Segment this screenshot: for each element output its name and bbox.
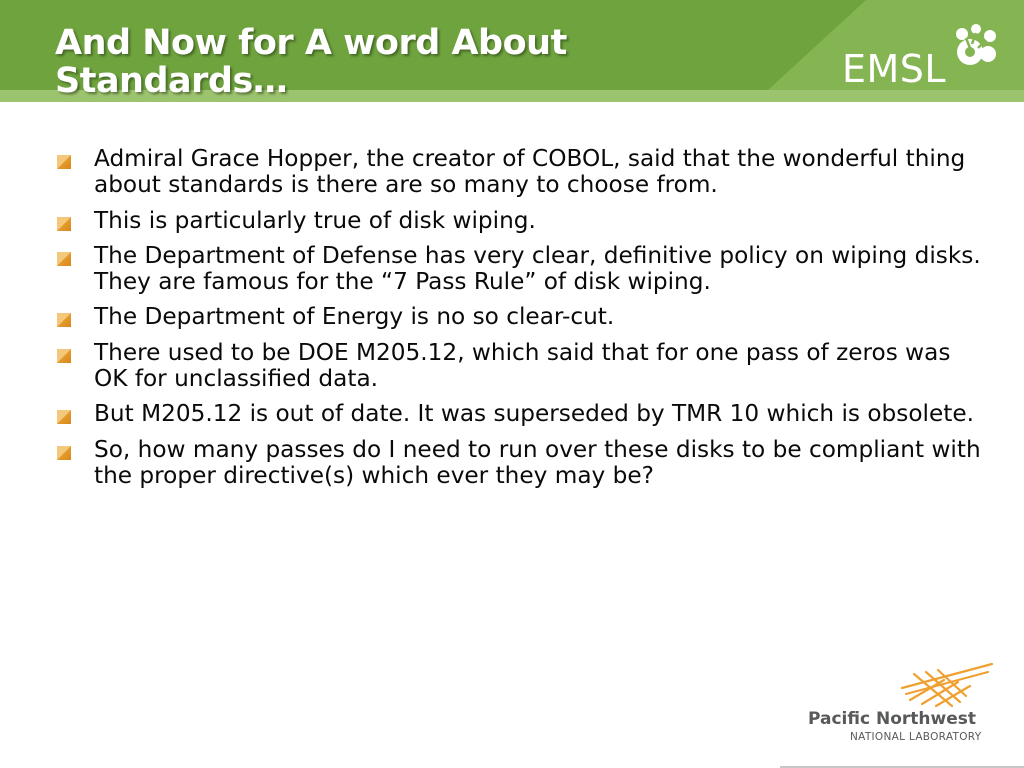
bullet-text: This is particularly true of disk wiping. — [94, 206, 536, 234]
bullet-square-icon — [57, 349, 71, 363]
bullet-text: So, how many passes do I need to run over these disks to be compliant with the proper directive(s) which ever they may be? — [94, 435, 981, 489]
bullet-item — [55, 243, 985, 296]
emsl-molecule-icon — [950, 22, 1000, 74]
bullet-text: There used to be DOE M205.12, which said that for one pass of zeros was OK for unclassified data. — [94, 338, 951, 393]
bullet-square-icon — [57, 252, 71, 266]
pnnl-lattice-icon — [900, 660, 995, 710]
emsl-logo-text: EMSL — [842, 47, 947, 91]
bullet-text: The Department of Defense has very clear, definitive policy on wiping disks. They are famous for the “7 Pass Rule” of disk wiping. — [94, 241, 981, 296]
bullet-list — [55, 146, 985, 498]
bullet-square-icon — [57, 155, 71, 169]
pnnl-name: Pacific Northwest — [808, 709, 976, 729]
bullet-text: But M205.12 is out of date. It was superseded by TMR 10 which is obsolete. — [94, 400, 974, 428]
bullet-item — [55, 146, 985, 199]
pnnl-subtitle: NATIONAL LABORATORY — [850, 731, 982, 743]
bullet-item — [55, 401, 985, 427]
bullet-square-icon — [57, 217, 71, 231]
bullet-text: Admiral Grace Hopper, the creator of COBOL, said that the wonderful thing about standards is there are so many to choose from. — [94, 145, 966, 199]
bullet-text: The Department of Energy is no so clear-cut. — [94, 303, 615, 331]
bullet-square-icon — [57, 410, 71, 424]
pnnl-logo — [800, 660, 1010, 750]
emsl-logo — [842, 22, 1007, 92]
bullet-item — [55, 437, 985, 490]
bullet-square-icon — [57, 446, 71, 460]
bullet-item — [55, 304, 985, 330]
bullet-square-icon — [57, 313, 71, 327]
bullet-item — [55, 208, 985, 234]
bullet-item — [55, 340, 985, 393]
slide-title: And Now for A word About Standards… — [55, 23, 567, 101]
